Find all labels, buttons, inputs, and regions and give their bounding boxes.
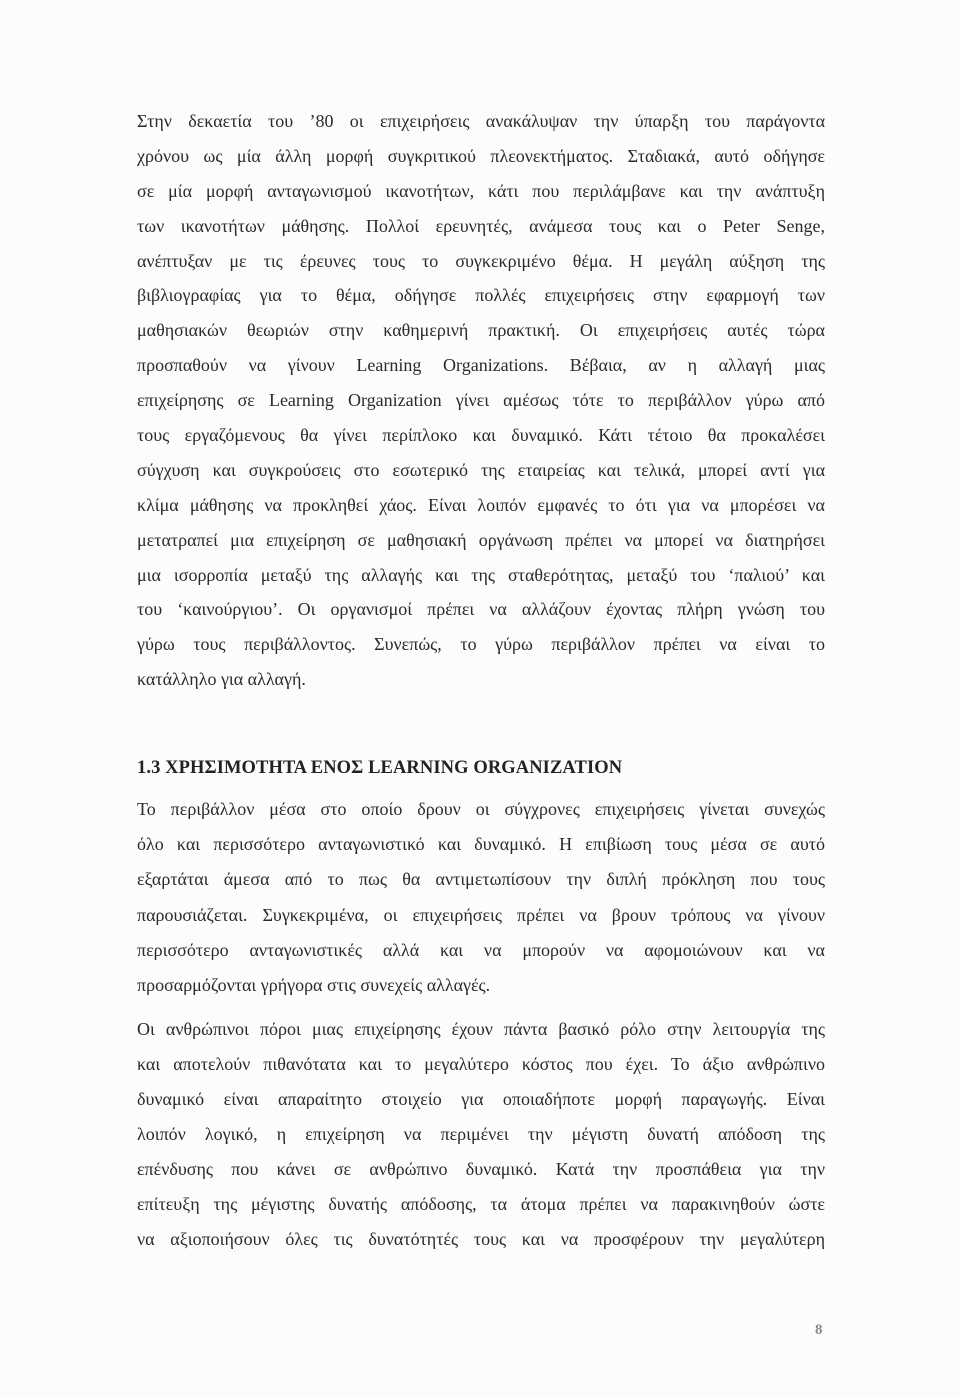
- paragraph-line: γύρω τους περιβάλλοντος. Συνεπώς, το γύρω περιβάλλον πρέπει να είναι το: [137, 634, 825, 655]
- page-number: 8: [815, 1322, 823, 1338]
- paragraph-line: περισσότερο ανταγωνιστικές αλλά και να μπορούν να αφομοιώνουν και να: [137, 939, 825, 960]
- body-paragraph-3: [137, 1012, 825, 1257]
- paragraph-line: εξαρτάται άμεσα από το πως θα αντιμετωπίσουν την διπλή πρόκληση που τους: [137, 869, 825, 890]
- section-heading: 1.3 ΧΡΗΣΙΜΟΤΗΤΑ ΕΝΟΣ LEARNING ORGANIZATION: [137, 758, 623, 778]
- paragraph-line: μια ισορροπία μεταξύ της αλλαγής και της σταθερότητας, μεταξύ του ‘παλιού’ και: [137, 564, 825, 585]
- body-paragraph-1: [137, 104, 825, 697]
- paragraph-line: επιχείρησης σε Learning Organization γίνει αμέσως τότε το περιβάλλον γύρω από: [137, 390, 825, 411]
- paragraph-line: του ‘καινούργιου’. Οι οργανισμοί πρέπει να αλλάζουν έχοντας πλήρη γνώση του: [137, 599, 825, 620]
- paragraph-line: επένδυσης που κάνει σε ανθρώπινο δυναμικό. Κατά την προσπάθεια για την: [137, 1159, 825, 1179]
- paragraph-line: Οι ανθρώπινοι πόροι μιας επιχείρησης έχουν πάντα βασικό ρόλο στην λειτουργία της: [137, 1019, 825, 1039]
- paragraph-line: μετατραπεί μια επιχείρηση σε μαθησιακή οργάνωση πρέπει να μπορεί να διατηρήσει: [137, 529, 825, 550]
- paragraph-line: επίτευξη της μέγιστης δυνατής απόδοσης, τα άτομα πρέπει να παρακινηθούν ώστε: [137, 1194, 825, 1214]
- paragraph-line: ανέπτυξαν με τις έρευνες τους το συγκεκριμένο θέμα. Η μεγάλη αύξηση της: [137, 250, 825, 271]
- paragraph-line: προσπαθούν να γίνουν Learning Organizations. Βέβαια, αν η αλλαγή μιας: [137, 355, 825, 376]
- body-paragraph-2: [137, 792, 825, 1003]
- paragraph-line: λοιπόν λογικό, η επιχείρηση να περιμένει την μέγιστη δυνατή απόδοση της: [137, 1124, 825, 1144]
- paragraph-line: βιβλιογραφίας για το θέμα, οδήγησε πολλές επιχειρήσεις στην εφαρμογή των: [137, 285, 825, 306]
- paragraph-line: κλίμα μάθησης να προκληθεί χάος. Είναι λοιπόν εμφανές το ότι για να μπορέσει να: [137, 494, 825, 515]
- paragraph-line: Στην δεκαετία του ’80 οι επιχειρήσεις ανακάλυψαν την ύπαρξη του παράγοντα: [137, 111, 825, 131]
- paragraph-line: παρουσιάζεται. Συγκεκριμένα, οι επιχειρήσεις πρέπει να βρουν τρόπους να γίνουν: [137, 904, 825, 925]
- paragraph-line: κατάλληλο για αλλαγή.: [137, 669, 306, 690]
- paragraph-line: των ικανοτήτων μάθησης. Πολλοί ερευνητές, ανάμεσα τους και ο Peter Senge,: [137, 215, 825, 236]
- paragraph-line: να αξιοποιήσουν όλες τις δυνατότητές τους και να προσφέρουν την μεγαλύτερη: [137, 1229, 825, 1249]
- paragraph-line: σύγχυση και συγκρούσεις στο εσωτερικό της εταιρείας και τελικά, μπορεί αντί για: [137, 459, 825, 480]
- paragraph-line: όλο και περισσότερο ανταγωνιστικό και δυναμικό. Η επιβίωση τους μέσα σε αυτό: [137, 834, 825, 855]
- paragraph-line: και αποτελούν πιθανότατα και το μεγαλύτερο κόστος που έχει. Το άξιο ανθρώπινο: [137, 1054, 825, 1074]
- paragraph-line: δυναμικό είναι απαραίτητο στοιχείο για οποιαδήποτε μορφή παραγωγής. Είναι: [137, 1089, 825, 1109]
- paragraph-line: Το περιβάλλον μέσα στο οποίο δρουν οι σύγχρονες επιχειρήσεις γίνεται συνεχώς: [137, 799, 825, 819]
- paragraph-line: σε μία μορφή ανταγωνισμού ικανοτήτων, κάτι που περιλάμβανε και την ανάπτυξη: [137, 180, 825, 201]
- paragraph-line: χρόνου ως μία άλλη μορφή συγκριτικού πλεονεκτήματος. Σταδιακά, αυτό οδήγησε: [137, 145, 825, 166]
- paragraph-line: προσαρμόζονται γρήγορα στις συνεχείς αλλαγές.: [137, 974, 491, 995]
- paragraph-line: μαθησιακών θεωριών στην καθημερινή πρακτική. Οι επιχειρήσεις αυτές τώρα: [137, 320, 825, 341]
- paragraph-line: τους εργαζόμενους θα γίνει περίπλοκο και δυναμικό. Κάτι τέτοιο θα προκαλέσει: [137, 425, 825, 446]
